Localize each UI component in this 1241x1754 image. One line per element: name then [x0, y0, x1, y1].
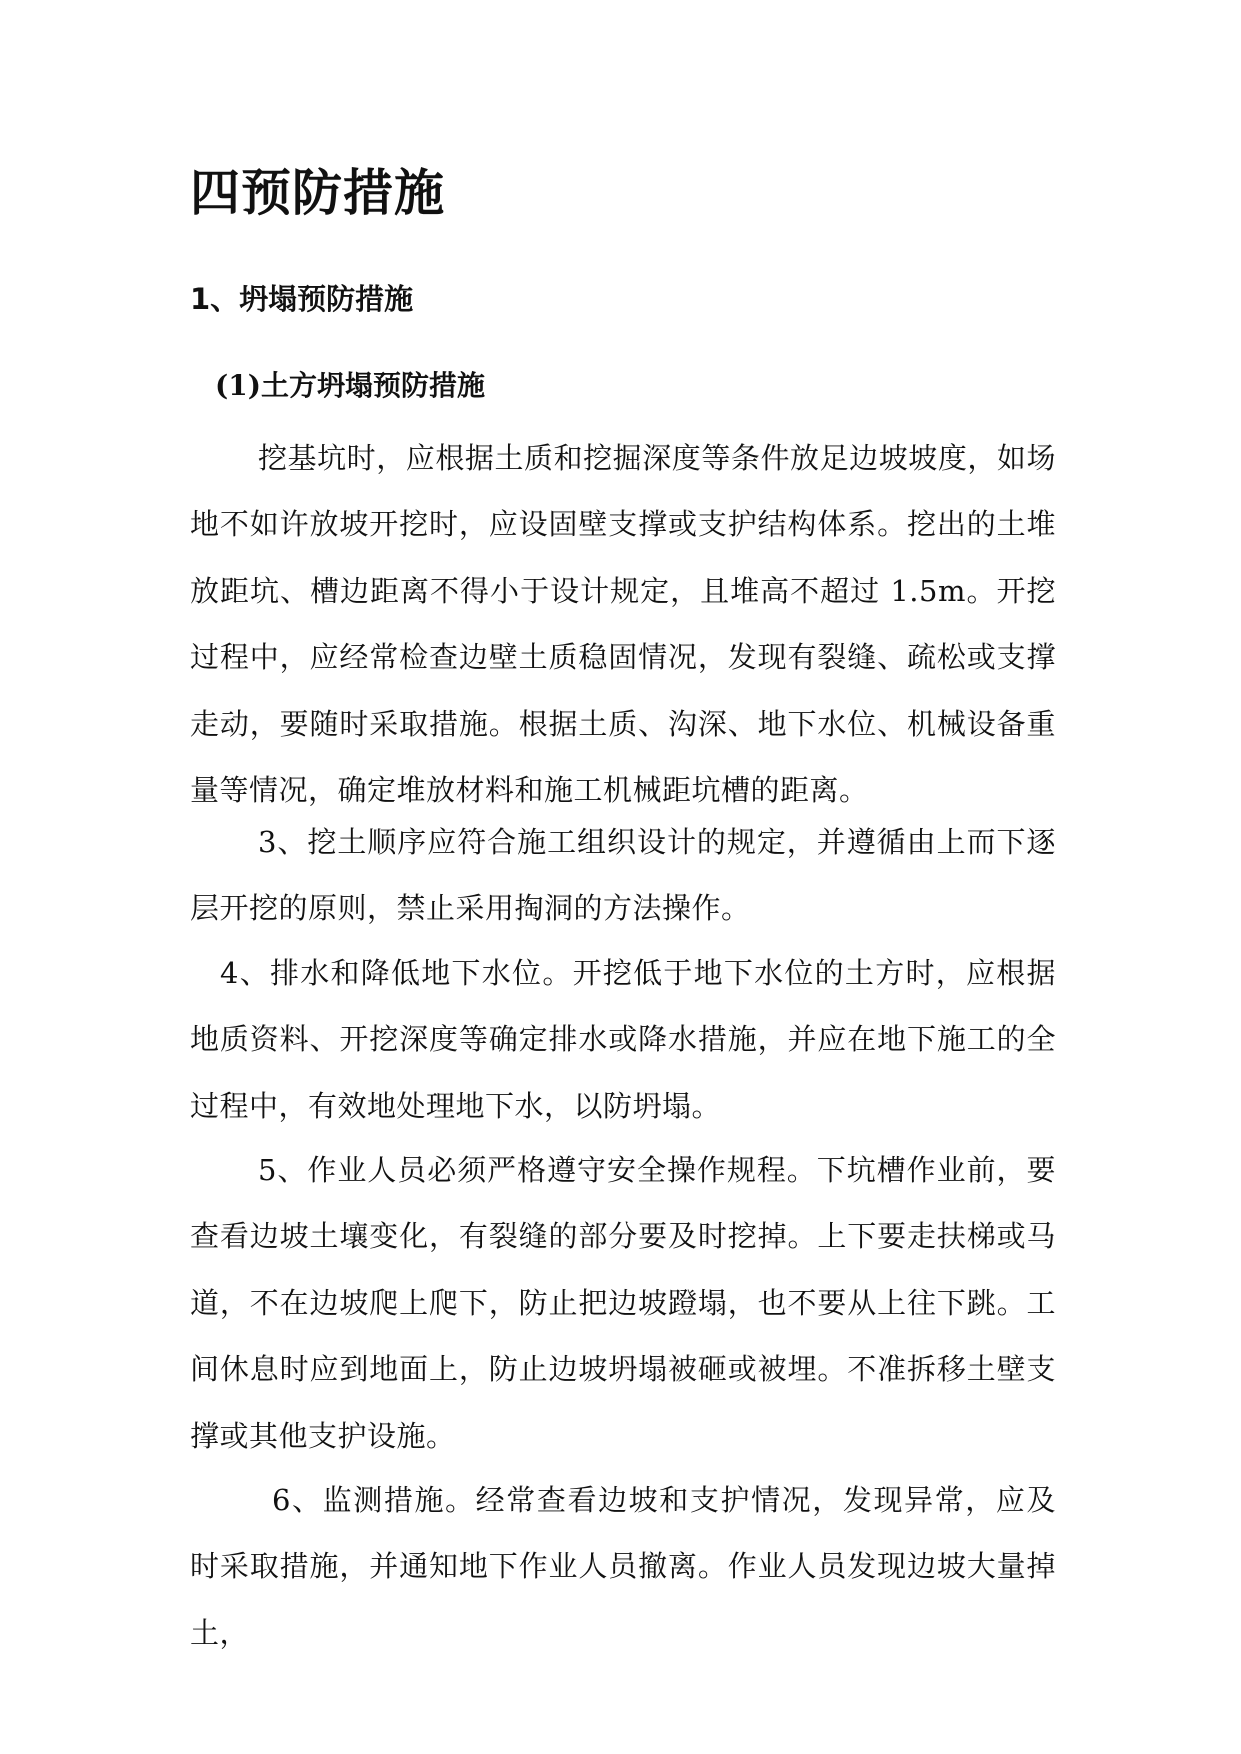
subsection-heading: (1)土方坍塌预防措施	[215, 369, 485, 402]
section-heading: 1、坍塌预防措施	[190, 282, 414, 316]
page-title: 四预防措施	[190, 163, 445, 222]
paragraph-drainage: 4、排水和降低地下水位。开挖低于地下水位的土方时，应根据地质资料、开挖深度等确定排水或降水措施，并应在地下施工的全过程中，有效地处理地下水，以防坍塌。	[190, 956, 1056, 1123]
paragraph-operating-rules: 5、作业人员必须严格遵守安全操作规程。下坑槽作业前，要查看边坡土壤变化，有裂缝的部分要及时挖掉。上下要走扶梯或马道，不在边坡爬上爬下，防止把边坡蹬塌，也不要从上往下跳。工间休息时应到地面上，防止边坡坍塌被砸或被埋。不准拆移土壁支撑或其他支护设施。	[190, 1153, 1056, 1453]
paragraph-excavation-order: 3、挖土顺序应符合施工组织设计的规定，并遵循由上而下逐层开挖的原则，禁止采用掏洞的方法操作。	[190, 825, 1056, 926]
paragraph-excavation-slope: 挖基坑时，应根据土质和挖掘深度等条件放足边坡坡度，如场地不如许放坡开挖时，应设固壁支撑或支护结构体系。挖出的土堆放距坑、槽边距离不得小于设计规定，且堆高不超过 1.5m。开挖过程中，应经常检查边壁土质稳固情况，发现有裂缝、疏松或支撑走动，要随时采取措施。根据土质、沟深、地下水位、机械设备重量等情况，确定堆放材料和施工机械距坑槽的距离。	[190, 441, 1056, 808]
paragraph-monitoring: 6、监测措施。经常查看边坡和支护情况，发现异常，应及时采取措施，并通知地下作业人员撤离。作业人员发现边坡大量掉土，	[190, 1483, 1056, 1650]
